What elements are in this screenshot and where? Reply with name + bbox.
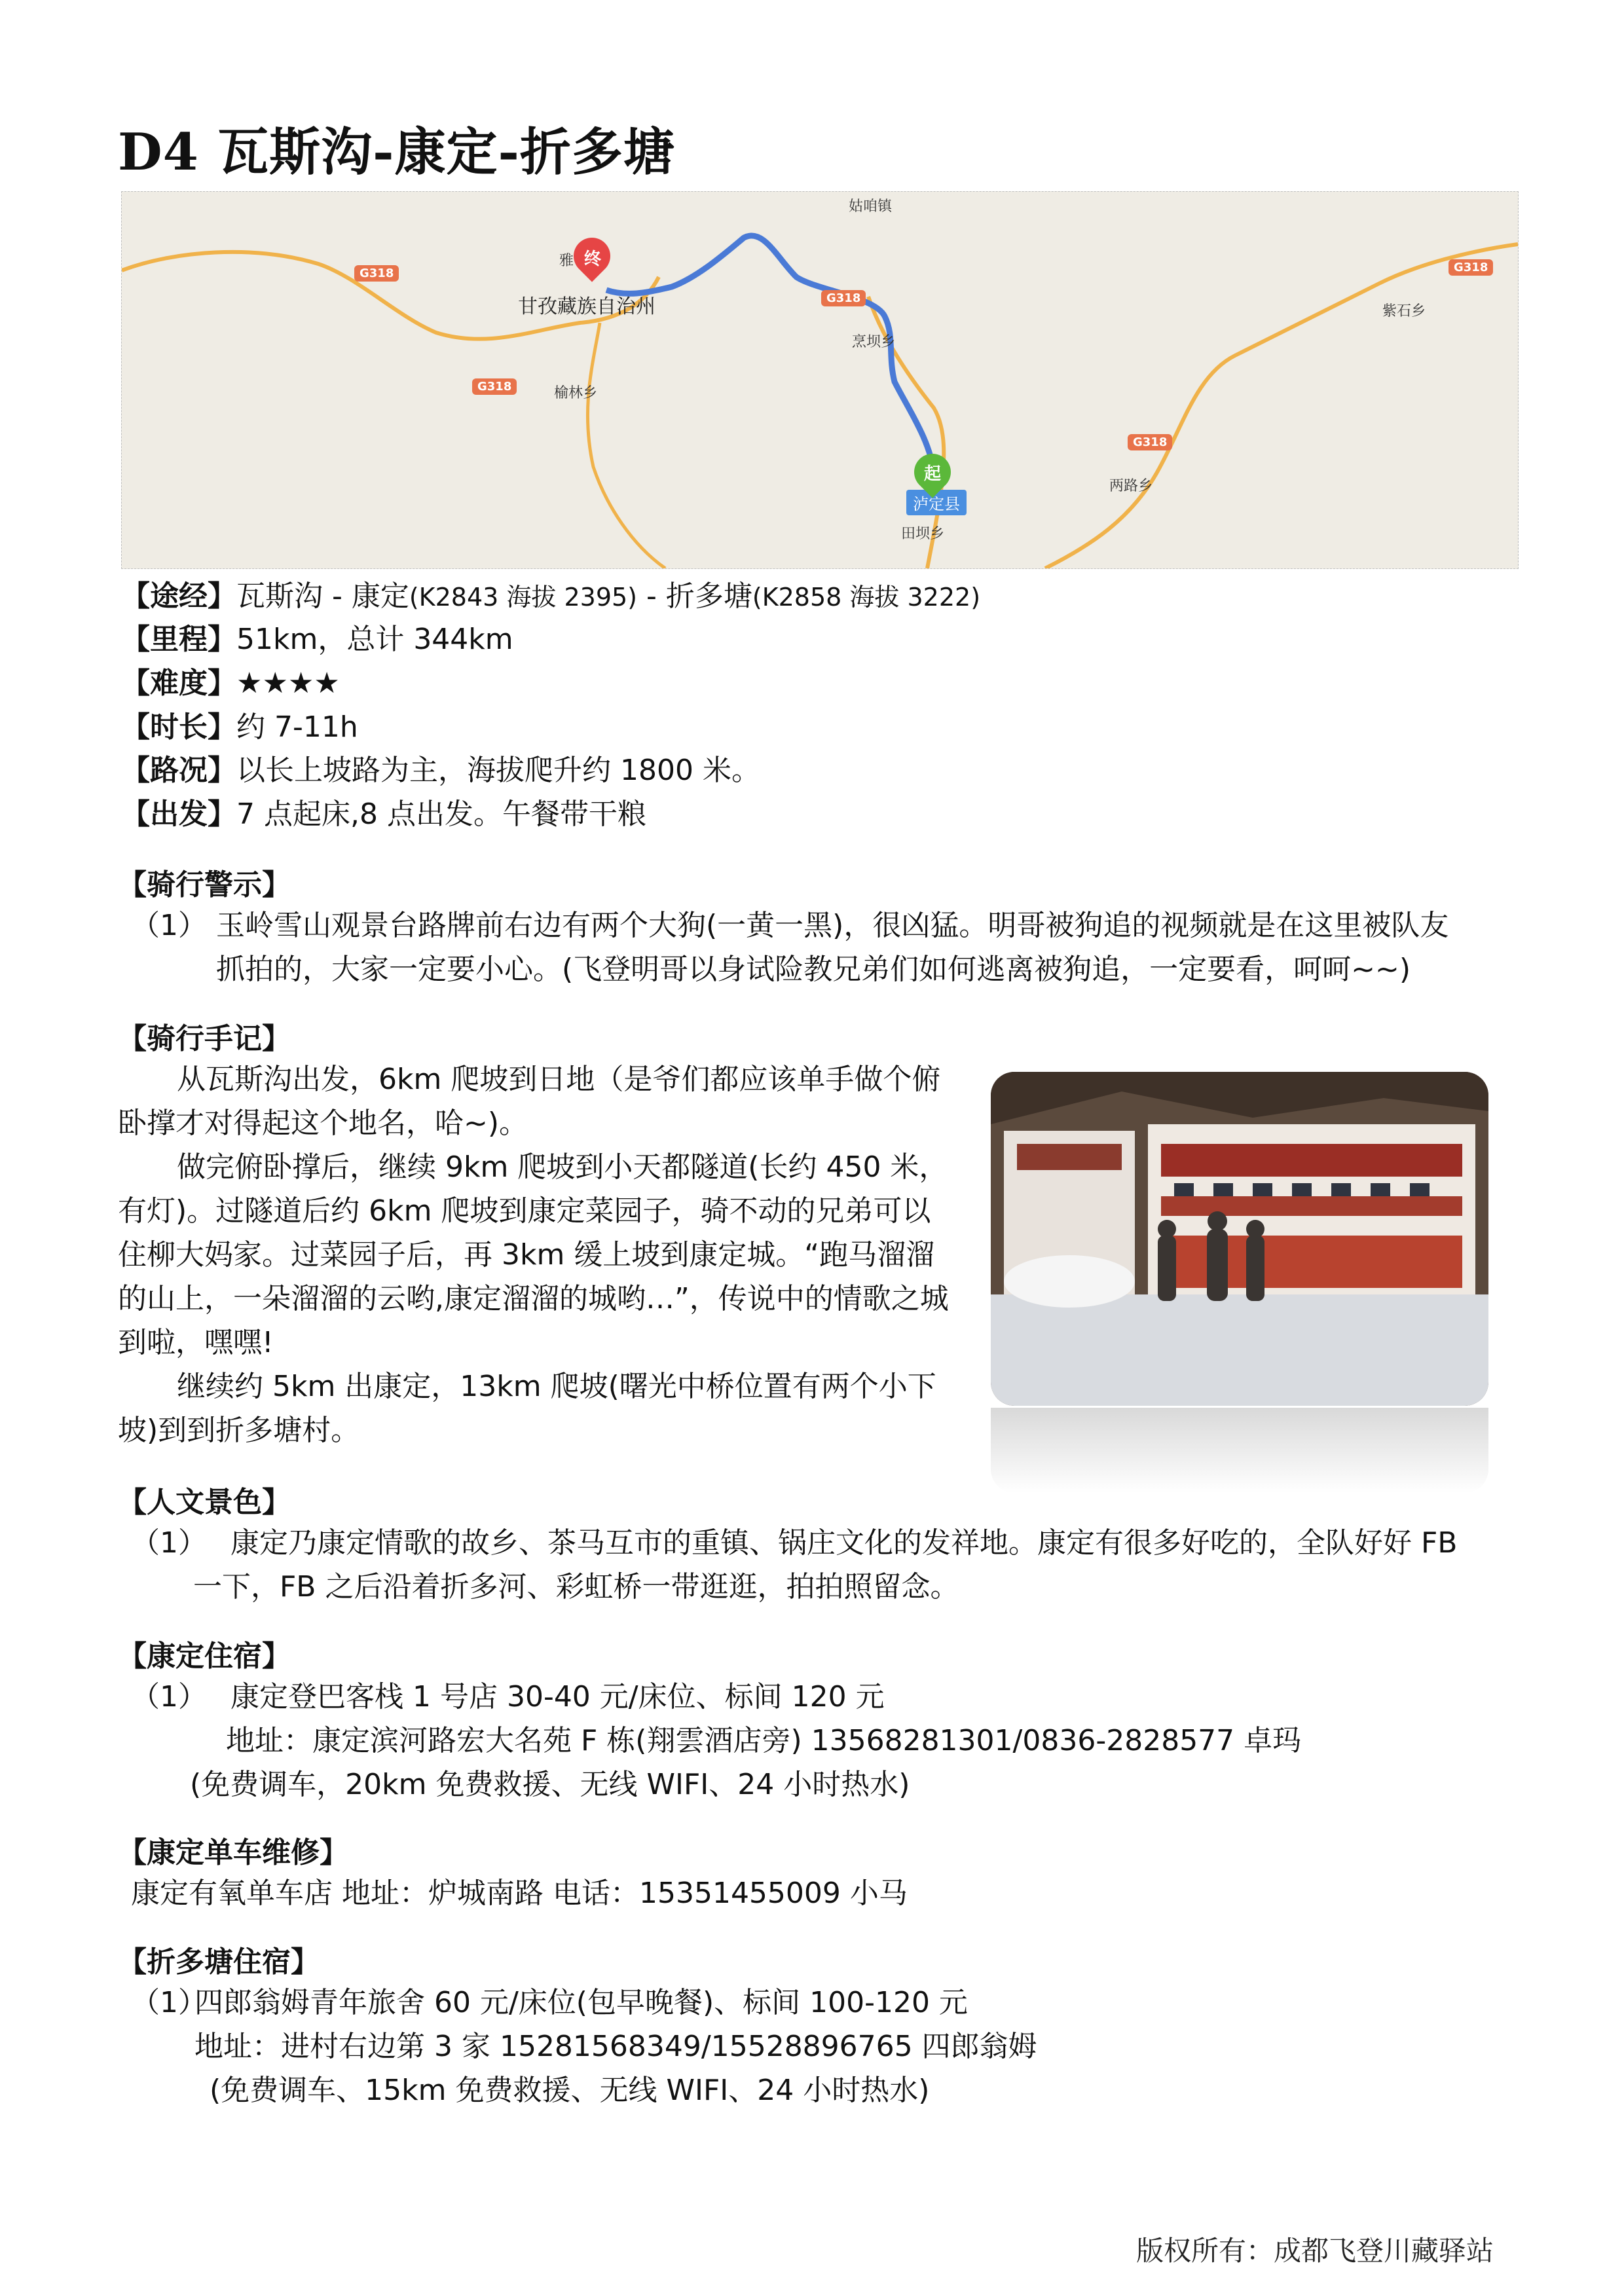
route-line bbox=[606, 236, 934, 473]
end-marker-label: 终 bbox=[584, 249, 602, 269]
map-graphic bbox=[122, 192, 1518, 568]
section-heading-kangding-stay: 【康定住宿】 bbox=[118, 1640, 291, 1673]
kangding-stay-line2: 地址：康定滨河路宏大名苑 F 栋(翔雲酒店旁) 13568281301/0836-2828577 卓玛 bbox=[226, 1724, 1302, 1757]
info-difficulty: 【难度】★★★★ bbox=[121, 667, 340, 700]
info-departure: 【出发】7 点起床,8 点出发。午餐带干粮 bbox=[121, 798, 646, 831]
map-label-zishi: 紫石乡 bbox=[1382, 303, 1426, 320]
repair-line: 康定有氧单车店 地址：炉城南路 电话：15351455009 小马 bbox=[131, 1877, 908, 1910]
diary-line-7: 到啦，嘿嘿! bbox=[118, 1326, 274, 1359]
road-badge-2: G318 bbox=[472, 378, 517, 395]
info-road-condition: 【路况】以长上坡路为主，海拔爬升约 1800 米。 bbox=[121, 754, 760, 787]
map-label-tianba: 田坝乡 bbox=[901, 526, 945, 542]
map-label-pengba: 烹坝乡 bbox=[852, 334, 896, 350]
diary-line-9: 坡)到到折多塘村。 bbox=[118, 1414, 360, 1447]
road-badge-3: G318 bbox=[821, 290, 866, 306]
kangding-stay-line3: (免费调车，20km 免费救援、无线 WIFI、24 小时热水) bbox=[190, 1768, 910, 1801]
section-heading-culture: 【人文景色】 bbox=[118, 1486, 291, 1519]
zheduo-stay-line3: (免费调车、15km 免费救援、无线 WIFI、24 小时热水) bbox=[210, 2074, 930, 2107]
road-badge-1: G318 bbox=[354, 265, 399, 282]
diary-line-1: 从瓦斯沟出发，6km 爬坡到日地（是爷们都应该单手做个俯 bbox=[177, 1063, 941, 1096]
copyright-footer: 版权所有：成都飞登川藏驿站 bbox=[1136, 2235, 1494, 2267]
side-road bbox=[587, 323, 665, 568]
route-map bbox=[121, 191, 1519, 569]
section-heading-zheduo-stay: 【折多塘住宿】 bbox=[118, 1945, 320, 1979]
info-distance: 【里程】51km，总计 344km bbox=[121, 623, 513, 656]
kangding-stay-num: （1） bbox=[131, 1680, 207, 1714]
section-heading-warning: 【骑行警示】 bbox=[118, 868, 291, 902]
diary-line-6: 的山上，一朵溜溜的云哟,康定溜溜的城哟…”，传说中的情歌之城 bbox=[118, 1282, 949, 1315]
diary-line-5: 住柳大妈家。过菜园子后，再 3km 缓上坡到康定城。“跑马溜溜 bbox=[118, 1238, 935, 1272]
culture-line2: 一下，FB 之后沿着折多河、彩虹桥一带逛逛，拍拍照留念。 bbox=[193, 1570, 959, 1604]
zheduo-stay-line2: 地址：进村右边第 3 家 15281568349/15528896765 四郎翁姆 bbox=[194, 2030, 1037, 2063]
info-duration: 【时长】约 7-11h bbox=[121, 710, 358, 744]
zheduo-stay-line1: 四郎翁姆青年旅舍 60 元/床位(包早晚餐)、标间 100-120 元 bbox=[194, 1986, 968, 2019]
start-marker-label: 起 bbox=[924, 464, 942, 484]
map-label-ganzi: 甘孜藏族自治州 bbox=[518, 295, 655, 318]
map-label-lingguan: 榆林乡 bbox=[554, 385, 598, 401]
culture-num: （1） bbox=[131, 1526, 207, 1560]
zheduo-stay-num: （1） bbox=[131, 1986, 207, 2019]
photo-reflection bbox=[991, 1408, 1488, 1493]
diary-line-8: 继续约 5km 出康定，13km 爬坡(曙光中桥位置有两个小下 bbox=[177, 1370, 936, 1403]
map-label-ya: 雅 bbox=[559, 253, 574, 269]
warning-line2: 抓拍的，大家一定要小心。(飞登明哥以身试险教兄弟们如何逃离被狗追，一定要看，呵呵~~) bbox=[216, 953, 1411, 986]
road-badge-5: G318 bbox=[1449, 259, 1493, 276]
map-label-lianglu: 两路乡 bbox=[1109, 478, 1153, 494]
kangding-photo bbox=[991, 1072, 1488, 1406]
diary-line-3: 做完俯卧撑后，继续 9km 爬坡到小天都隧道(长约 450 米， bbox=[177, 1150, 948, 1184]
warning-line1: 玉岭雪山观景台路牌前右边有两个大狗(一黄一黑)，很凶猛。明哥被狗追的视频就是在这里被队友 bbox=[216, 909, 1449, 942]
section-heading-diary: 【骑行手记】 bbox=[118, 1022, 291, 1055]
road-badge-4: G318 bbox=[1128, 434, 1172, 450]
map-label-luding: 泸定县 bbox=[906, 490, 967, 515]
g318-far-road bbox=[1045, 244, 1518, 568]
diary-line-2: 卧撑才对得起这个地名，哈~)。 bbox=[118, 1107, 528, 1140]
warning-num: （1） bbox=[131, 909, 207, 942]
section-heading-repair: 【康定单车维修】 bbox=[118, 1836, 348, 1869]
info-route: 【途经】瓦斯沟 - 康定(K2843 海拔 2395) - 折多塘(K2858 海拔 3222) bbox=[121, 579, 981, 613]
map-label-gudaozhen: 姑咱镇 bbox=[849, 198, 893, 215]
page-title: D4 瓦斯沟-康定-折多塘 bbox=[118, 122, 675, 182]
diary-line-4: 有灯)。过隧道后约 6km 爬坡到康定菜园子，骑不动的兄弟可以 bbox=[118, 1194, 931, 1228]
kangding-stay-line1: 康定登巴客栈 1 号店 30-40 元/床位、标间 120 元 bbox=[231, 1680, 885, 1714]
culture-line1: 康定乃康定情歌的故乡、茶马互市的重镇、锅庄文化的发祥地。康定有很多好吃的，全队好好 FB bbox=[231, 1526, 1458, 1560]
